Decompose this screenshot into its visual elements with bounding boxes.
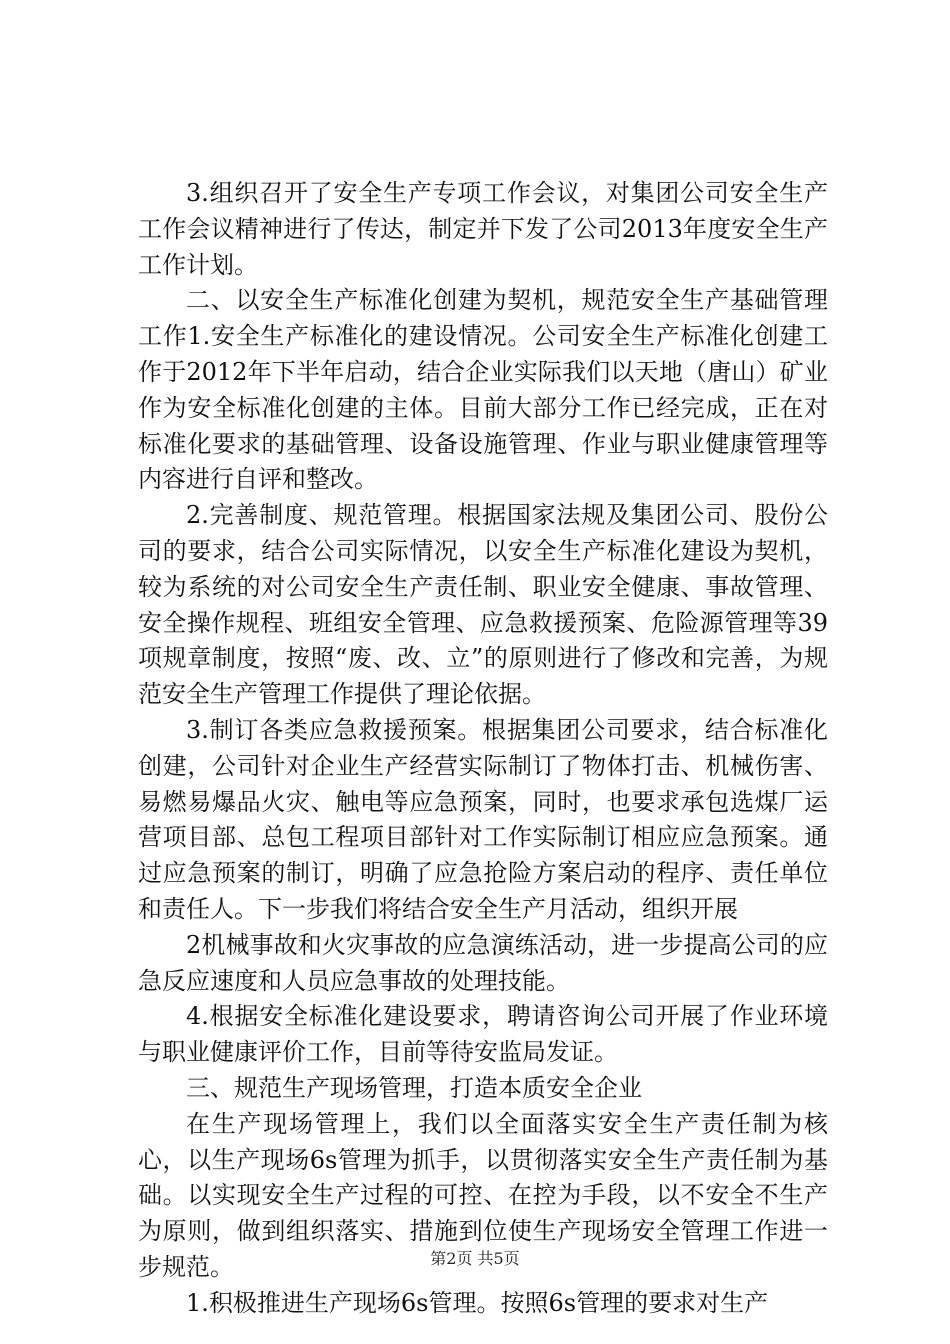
paragraph-standardization: 二、以安全生产标准化创建为契机，规范安全生产基础管理工作1.安全生产标准化的建设情况。公司安全生产标准化创建工作于2012年下半年启动，结合企业实际我们以天地（唐山）矿业作为安全标准化创建的主体。目前大部分工作已经完成，正在对标准化要求的基础管理、设备设施管理、作业与职业健康管理等内容进行自评和整改。: [138, 286, 828, 494]
paragraph-site-management: 在生产现场管理上，我们以全面落实安全生产责任制为核心，以生产现场6s管理为抓手，以贯彻落实安全生产责任制为基础。以实现安全生产过程的可控、在控为手段，以不安全不生产为原则，做到组织落实、措施到位使生产现场安全管理工作进一步规范。: [138, 1109, 828, 1281]
document-body: [138, 176, 828, 1322]
paragraph-regulations: 2.完善制度、规范管理。根据国家法规及集团公司、股份公司的要求，结合公司实际情况，以安全生产标准化建设为契机，较为系统的对公司安全生产责任制、职业安全健康、事故管理、安全操作规程、班组安全管理、应急救援预案、危险源管理等39项规章制度，按照“废、改、立”的原则进行了修改和完善，为规范安全生产管理工作提供了理论依据。: [138, 501, 828, 709]
page-footer: 第2页 共5页: [430, 1249, 520, 1268]
paragraph-meeting: 3.组织召开了安全生产专项工作会议，对集团公司安全生产工作会议精神进行了传达，制定并下发了公司2013年度安全生产工作计划。: [138, 179, 828, 279]
paragraph-drills: 2机械事故和火灾事故的应急演练活动，进一步提高公司的应急反应速度和人员应急事故的处理技能。: [138, 930, 828, 995]
section-heading-site-management: 三、规范生产现场管理，打造本质安全企业: [186, 1073, 642, 1102]
paragraph-6s-management: 1.积极推进生产现场6s管理。按照6s管理的要求对生产: [186, 1288, 769, 1317]
paragraph-health-evaluation: 4.根据安全标准化建设要求，聘请咨询公司开展了作业环境与职业健康评价工作，目前等待安监局发证。: [138, 1002, 828, 1067]
paragraph-emergency-plans: 3.制订各类应急救援预案。根据集团公司要求，结合标准化创建，公司针对企业生产经营实际制订了物体打击、机械伤害、易燃易爆品火灾、触电等应急预案，同时，也要求承包选煤厂运营项目部、总包工程项目部针对工作实际制订相应应急预案。通过应急预案的制订，明确了应急抢险方案启动的程序、责任单位和责任人。下一步我们将结合安全生产月活动，组织开展: [138, 715, 828, 923]
